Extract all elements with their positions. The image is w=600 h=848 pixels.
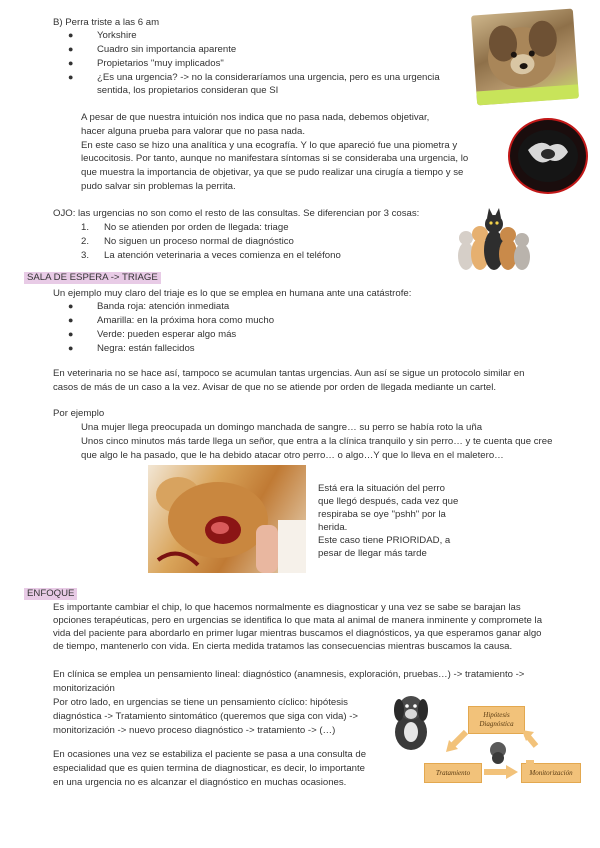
- list-item: Yorkshire: [97, 30, 137, 41]
- bullet-dot: ●: [68, 30, 74, 40]
- ojo-note: OJO: las urgencias no son como el resto de las consultas. Se diferencian por 3 cosas:: [53, 208, 420, 219]
- paragraph-line: En veterinaria no se hace así, tampoco se acumulan tantas urgencias. Aun así se sigue un protocolo similar en: [53, 368, 525, 379]
- paragraph-line: monitorización: [53, 683, 115, 694]
- list-item-continuation: sentida, los propietarios consideran que SI: [97, 85, 279, 96]
- bullet-dot: ●: [68, 343, 74, 353]
- list-item: Banda roja: atención inmediata: [97, 301, 230, 312]
- injured-dog-photo: [148, 465, 306, 573]
- ultrasound-image: [508, 118, 588, 194]
- diagram-monitorizacion-box: Monitorización: [521, 763, 581, 783]
- bullet-dot: ●: [68, 58, 74, 68]
- paragraph-line: En este caso se hizo una analítica y una ecografía. Y lo que apareció fue una piometra y: [81, 140, 458, 151]
- paragraph-line: hacer alguna prueba para valorar que no pasa nada.: [81, 126, 306, 137]
- caption-line: respiraba se oye "pshh" por la: [318, 509, 446, 520]
- bullet-dot: ●: [68, 315, 74, 325]
- ejemplo-label: Por ejemplo: [53, 408, 105, 419]
- list-item: ¿Es una urgencia? -> no la consideraríamos una urgencia, pero es una urgencia: [97, 72, 440, 83]
- paragraph-line: Unos cinco minutos más tarde llega un señor, que entra a la clínica tranquilo y sin perro… y te cuenta que cree: [81, 436, 553, 447]
- paragraph-line: Una mujer llega preocupada un domingo manchada de sangre… su perro se había roto la uña: [81, 422, 483, 433]
- sala-heading: SALA DE ESPERA -> TRIAGE: [24, 272, 161, 284]
- paragraph-line: de tiempo, mantenerlo con vida. En cierta medida tratamos las consecuencias mientras buscamos la causa.: [53, 641, 513, 652]
- ojo-number: 1.: [81, 222, 90, 233]
- bullet-dot: ●: [68, 301, 74, 311]
- paragraph-line: En ocasiones una vez se estabiliza el paciente se pasa a una consulta de: [53, 749, 367, 760]
- paragraph-line: casos de más de un caso a la vez. Avisar de que no se atiende por orden de llegada mediante un cartel.: [53, 382, 497, 393]
- enfoque-heading: ENFOQUE: [24, 588, 77, 600]
- yorkshire-photo: [471, 9, 579, 106]
- caption-line: herida.: [318, 522, 348, 533]
- paragraph-line: opciones terapéuticas, pero en urgencias se identifica lo que mata al animal de manera inminente y compromete la: [53, 615, 543, 626]
- caption-line: Este caso tiene PRIORIDAD, a: [318, 535, 451, 546]
- ojo-item: No siguen un proceso normal de diagnóstico: [104, 236, 294, 247]
- paragraph-line: monitorización -> nuevo proceso diagnóstico -> tratamiento -> (…): [53, 725, 336, 736]
- ojo-item: No se atienden por orden de llegada: triage: [104, 222, 289, 233]
- paragraph-line: Es importante cambiar el chip, lo que hacemos normalmente es diagnosticar y una vez se sabe se barajan las: [53, 602, 521, 613]
- list-item: Propietarios "muy implicados": [97, 58, 224, 69]
- bullet-dot: ●: [68, 72, 74, 82]
- list-item: Verde: pueden esperar algo más: [97, 329, 237, 340]
- caption-line: Está era la situación del perro: [318, 483, 445, 494]
- paragraph-line: diagnóstica -> Tratamiento sintomático (queremos que siga con vida) ->: [53, 711, 359, 722]
- list-item: Negra: están fallecidos: [97, 343, 195, 354]
- paragraph-line: vida del paciente para abordarlo en primer lugar mientras buscamos el diagnósticos, ya que esperamos ganar algo: [53, 628, 542, 639]
- diagram-arrows: [440, 728, 580, 768]
- cats-illustration: [456, 202, 536, 274]
- diagram-hipotesis-box: Hipótesis Diagnóstica: [468, 706, 525, 734]
- ojo-number: 2.: [81, 236, 90, 247]
- list-item: Amarilla: en la próxima hora como mucho: [97, 315, 275, 326]
- paragraph-line: Por otro lado, en urgencias se tiene un pensamiento cíclico: hipótesis: [53, 697, 348, 708]
- paragraph-line: que algo le ha pasado, que le ha debido atacar otro perro… o algo…Y que lo lleva en el maletero…: [81, 450, 504, 461]
- sala-intro: Un ejemplo muy claro del triaje es lo que se emplea en humana ante una catástrofe:: [53, 288, 412, 299]
- ojo-number: 3.: [81, 250, 90, 261]
- sad-dog-illustration: [388, 688, 434, 752]
- ojo-item: La atención veterinaria a veces comienza en el teléfono: [104, 250, 341, 261]
- diagram-arrow-right: [482, 764, 520, 780]
- section-b-title: B) Perra triste a las 6 am: [53, 17, 160, 28]
- bullet-dot: ●: [68, 44, 74, 54]
- bullet-dot: ●: [68, 329, 74, 339]
- paragraph-line: A pesar de que nuestra intuición nos indica que no pasa nada, debemos objetivar,: [81, 112, 430, 123]
- paragraph-line: especialidad que es quien termina de diagnosticar, es decir, lo importante: [53, 763, 365, 774]
- paragraph-line: que muestra la importancia de objetivar, ya que se pudo realizar una cirugía a tiempo y se: [81, 167, 464, 178]
- diagram-tratamiento-box: Tratamiento: [424, 763, 482, 783]
- caption-line: que llegó después, cada vez que: [318, 496, 459, 507]
- paragraph-line: pudo salvar sin problemas la perrita.: [81, 181, 236, 192]
- list-item: Cuadro sin importancia aparente: [97, 44, 237, 55]
- paragraph-line: leucocitosis. Por tanto, aunque no manifestara síntomas si se consideraba una urgencia, lo: [81, 153, 469, 164]
- caption-line: pesar de llegar más tarde: [318, 548, 427, 559]
- paragraph-line: en una urgencia no es alcanzar el diagnóstico en muchas ocasiones.: [53, 777, 347, 788]
- paragraph-line: En clínica se emplea un pensamiento lineal: diagnóstico (anamnesis, exploración, pruebas…) -> tratamiento ->: [53, 669, 525, 680]
